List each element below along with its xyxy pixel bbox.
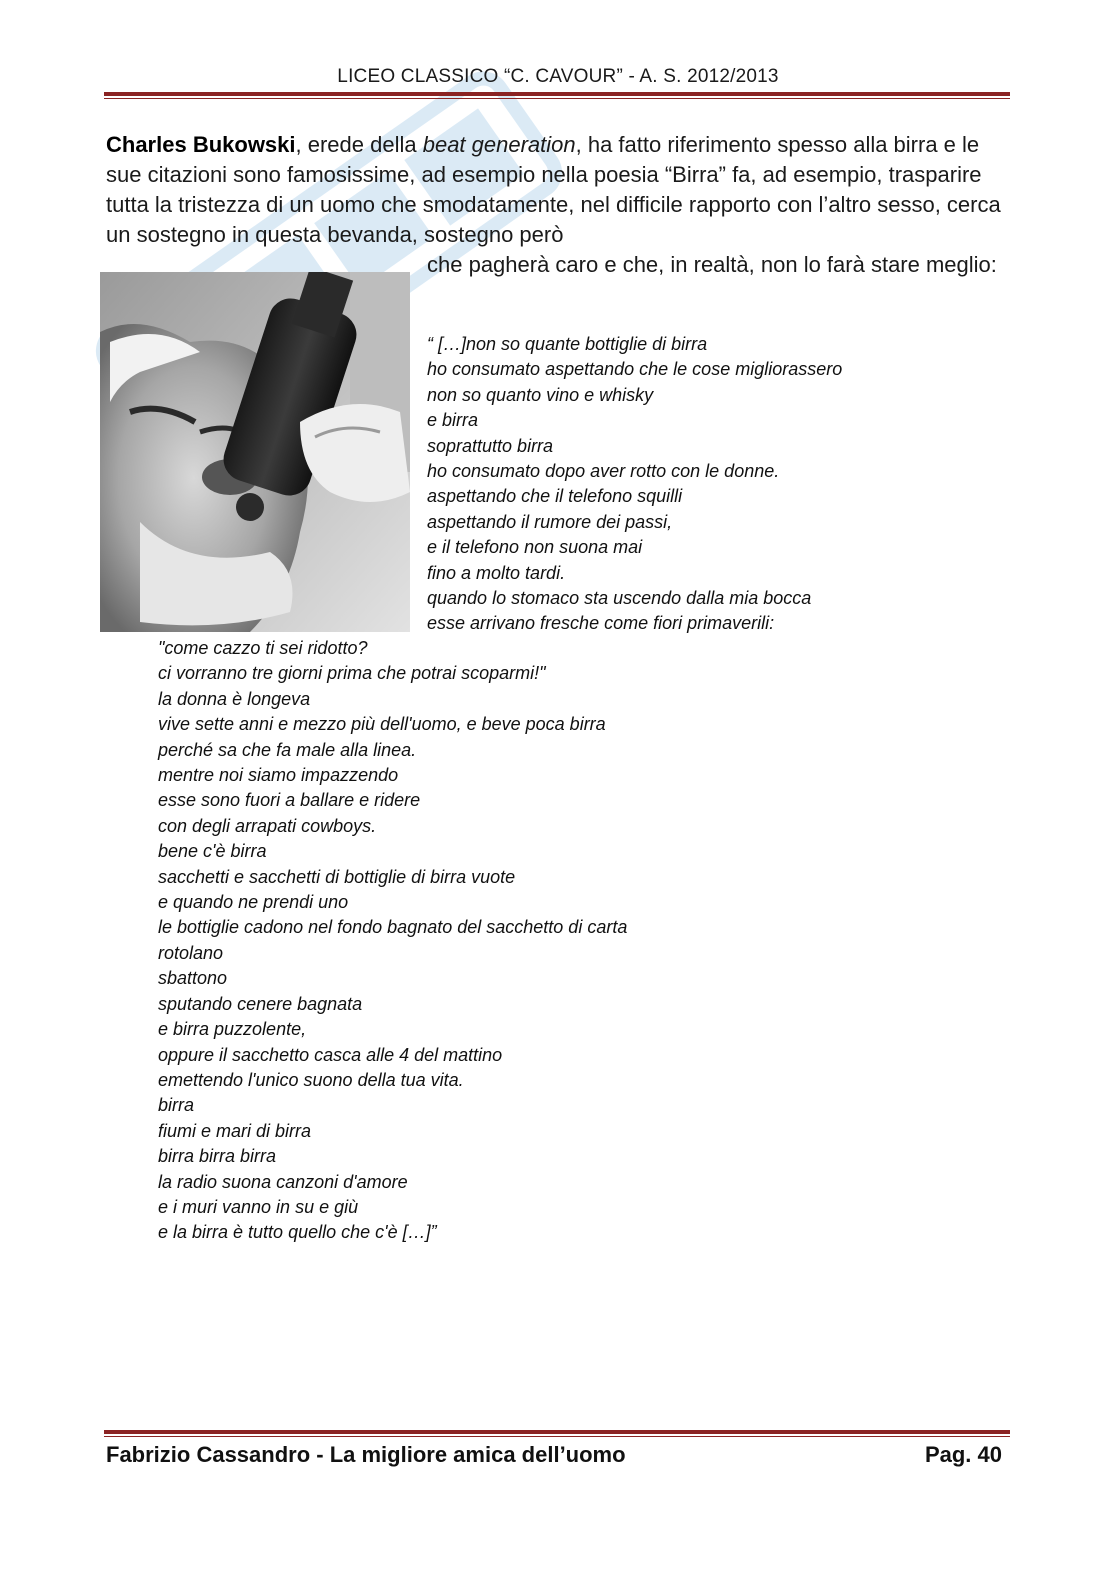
author-photo [100, 272, 410, 632]
poem-line: la donna è longeva [158, 688, 311, 709]
poem-line: rotolano [158, 942, 224, 963]
poem-line: la radio suona canzoni d'amore [158, 1171, 408, 1192]
poem-line: fino a molto tardi. [427, 562, 566, 583]
poem-line: e birra [427, 410, 479, 431]
poem-line: sbattono [158, 968, 228, 989]
poem-line: e birra puzzolente, [158, 1019, 307, 1040]
poem-line: ho consumato dopo aver rotto con le donne. [427, 461, 780, 482]
poem-line: non so quanto vino e whisky [427, 384, 654, 405]
poem-line: ho consumato aspettando che le cose migliorassero [427, 359, 843, 380]
author-name: Charles Bukowski [106, 132, 296, 157]
footer-title: Fabrizio Cassandro - La migliore amica dell’uomo [106, 1442, 626, 1467]
poem-line: bene c'è birra [158, 841, 267, 862]
poem-line: e quando ne prendi uno [158, 892, 349, 913]
poem-line: soprattutto birra [427, 435, 554, 456]
poem-line: e il telefono non suona mai [427, 537, 643, 558]
poem-line: esse sono fuori a ballare e ridere [158, 790, 421, 811]
poem-part-1 [427, 332, 1027, 637]
poem-line: emettendo l'unico suono della tua vita. [158, 1069, 464, 1090]
intro-paragraph [106, 130, 1006, 250]
page-number: Pag. 40 [924, 1442, 1002, 1467]
poem-line: "come cazzo ti sei ridotto? [158, 638, 368, 658]
intro-text-2: , ha fatto riferimento spesso alla birra e le sue citazioni sono famosissime, ad esempio nella poesia “Birra” fa, ad esempio, trasparire tutta la tristezza di un uomo che smodatamente, nel difficile rapporto con l’altro sesso, cerca un sostegno in questa bevanda, sostegno però [106, 132, 1001, 247]
poem-line: le bottiglie cadono nel fondo bagnato del sacchetto di carta [158, 917, 628, 938]
poem-line: fiumi e mari di birra [158, 1120, 312, 1141]
poem-line: e i muri vanno in su e giù [158, 1196, 359, 1217]
poem-line: mentre noi siamo impazzendo [158, 765, 399, 786]
poem-line: oppure il sacchetto casca alle 4 del mattino [158, 1044, 503, 1065]
header-rule [104, 92, 1010, 99]
photo-bukowski-drinking [100, 272, 410, 632]
poem-line: sacchetti e sacchetti di bottiglie di birra vuote [158, 866, 516, 887]
poem-line: birra birra birra [158, 1146, 277, 1167]
poem-line: sputando cenere bagnata [158, 993, 363, 1014]
poem-line: aspettando che il telefono squilli [427, 486, 683, 507]
page-header: LICEO CLASSICO “C. CAVOUR” - A. S. 2012/2013 [337, 66, 779, 87]
poem-line: vive sette anni e mezzo più dell'uomo, e beve poca birra [158, 714, 606, 735]
intro-italic: beat generation [422, 132, 576, 157]
intro-text-1: , erede della [295, 132, 423, 157]
poem-line: quando lo stomaco sta uscendo dalla mia bocca [427, 588, 812, 609]
poem-line: con degli arrapati cowboys. [158, 815, 377, 836]
poem-line: perché sa che fa male alla linea. [158, 739, 417, 760]
poem-line: e la birra è tutto quello che c'è […]” [158, 1222, 437, 1243]
poem-line: “ […]non so quante bottiglie di birra [427, 334, 708, 354]
intro-continuation: che pagherà caro e che, in realtà, non lo farà stare meglio: [427, 252, 997, 277]
poem-line: aspettando il rumore dei passi, [427, 511, 673, 532]
poem-line: esse arrivano fresche come fiori primaverili: [427, 613, 775, 634]
poem-line: ci vorranno tre giorni prima che potrai scoparmi!" [158, 663, 546, 684]
poem-line: birra [158, 1095, 195, 1116]
footer-rule [104, 1430, 1010, 1437]
poem-part-2 [158, 636, 958, 1246]
